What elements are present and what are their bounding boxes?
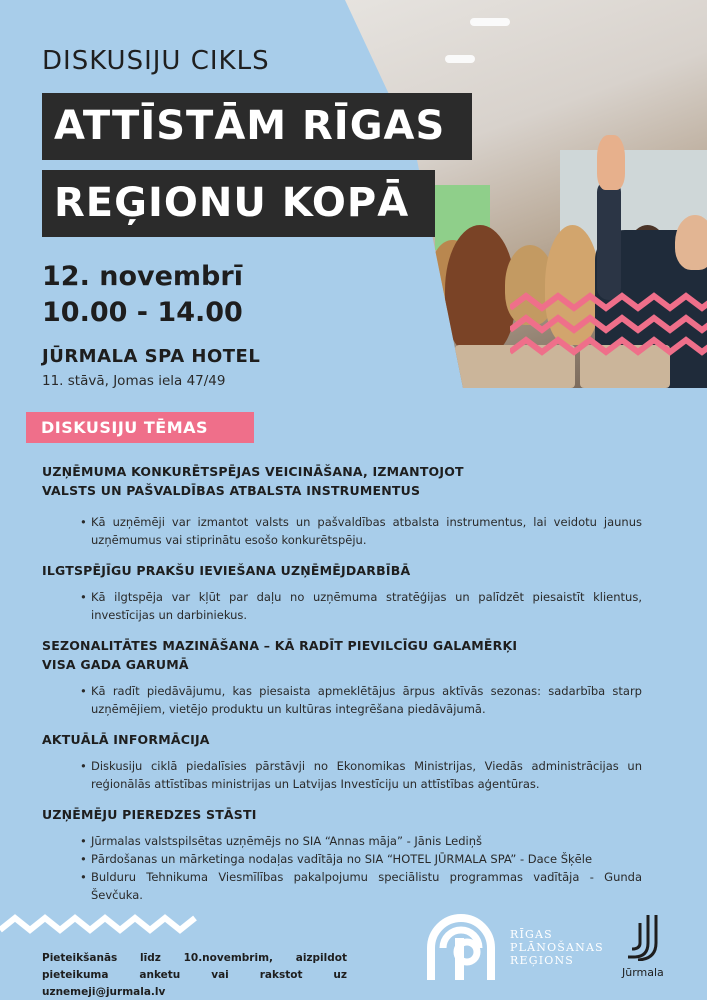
topic-heading: ILGTSPĒJĪGU PRAKŠU IEVIEŠANA UZŅĒMĒJDARBĪBĀ <box>42 563 411 578</box>
topic-item <box>42 805 642 904</box>
rpr-logo-icon <box>425 908 497 983</box>
topic-item <box>42 462 642 549</box>
topics-list <box>42 462 642 916</box>
registration-info: Pieteikšanās līdz 10.novembrim, aizpildot pieteikuma anketu vai rakstot uz uznemeji@jurmala.lv <box>42 952 347 998</box>
jurmala-logo-text: Jūrmala <box>622 966 664 979</box>
jurmala-logo-icon <box>626 913 662 961</box>
topic-bullet: • Kā uzņēmēji var izmantot valsts un pašvaldības atbalsta instrumentus, lai veidotu jaunus uzņēmumus vai stiprinātu esošo konkurētspēju. <box>80 513 642 549</box>
topic-item <box>42 561 642 624</box>
event-date: 12. novembrī <box>42 261 243 292</box>
topic-bullet: • Kā ilgtspēja var kļūt par daļu no uzņēmuma stratēģijas un palīdzēt piesaistīt klientus, investīcijas un darbiniekus. <box>80 588 642 624</box>
topics-label: DISKUSIJU TĒMAS <box>26 412 254 443</box>
event-venue: JŪRMALA SPA HOTEL <box>42 346 261 367</box>
rpr-logo-text: RĪGAS PLĀNOŠANAS REĢIONS <box>510 928 604 967</box>
white-zigzag-decoration <box>0 908 200 938</box>
topic-heading: SEZONALITĀTES MAZINĀŠANA – KĀ RADĪT PIEVILCĪGU GALAMĒRĶI VISA GADA GARUMĀ <box>42 638 518 672</box>
topic-item <box>42 730 642 793</box>
topic-heading: AKTUĀLĀ INFORMĀCIJA <box>42 732 210 747</box>
topic-heading: UZŅĒMĒJU PIEREDZES STĀSTI <box>42 807 257 822</box>
event-address: 11. stāvā, Jomas iela 47/49 <box>42 373 226 389</box>
topic-bullet: • Pārdošanas un mārketinga nodaļas vadītāja no SIA “HOTEL JŪRMALA SPA” - Dace Šķēle <box>80 850 642 868</box>
event-datetime <box>42 259 243 331</box>
title-line-1: ATTĪSTĀM RĪGAS <box>42 93 472 160</box>
title-line-2: REĢIONU KOPĀ <box>42 170 435 237</box>
topic-bullet: • Jūrmalas valstspilsētas uzņēmējs no SIA “Annas māja” - Jānis Lediņš <box>80 832 642 850</box>
topic-item <box>42 636 642 718</box>
topic-bullet: • Bulduru Tehnikuma Viesmīlības pakalpojumu speciālistu programmas vadītāja - Gunda Ševčuka. <box>80 868 642 904</box>
topic-bullet: • Diskusiju ciklā piedalīsies pārstāvji no Ekonomikas Ministrijas, Viedās administrācijas un reģionālās attīstības ministrijas un Latvijas Investīciju un attīstības aģentūras. <box>80 757 642 793</box>
pink-zigzag-decoration <box>510 290 707 365</box>
series-kicker: DISKUSIJU CIKLS <box>42 46 270 76</box>
topic-heading: UZŅĒMUMA KONKURĒTSPĒJAS VEICINĀŠANA, IZMANTOJOT VALSTS UN PAŠVALDĪBAS ATBALSTA INSTRUMENTUS <box>42 464 464 498</box>
topic-bullet: • Kā radīt piedāvājumu, kas piesaista apmeklētājus ārpus aktīvās sezonas: sadarbība starp uzņēmējiem, vietējo produktu un kultūras integrēšana piedāvājumā. <box>80 682 642 718</box>
event-time: 10.00 - 14.00 <box>42 297 243 328</box>
